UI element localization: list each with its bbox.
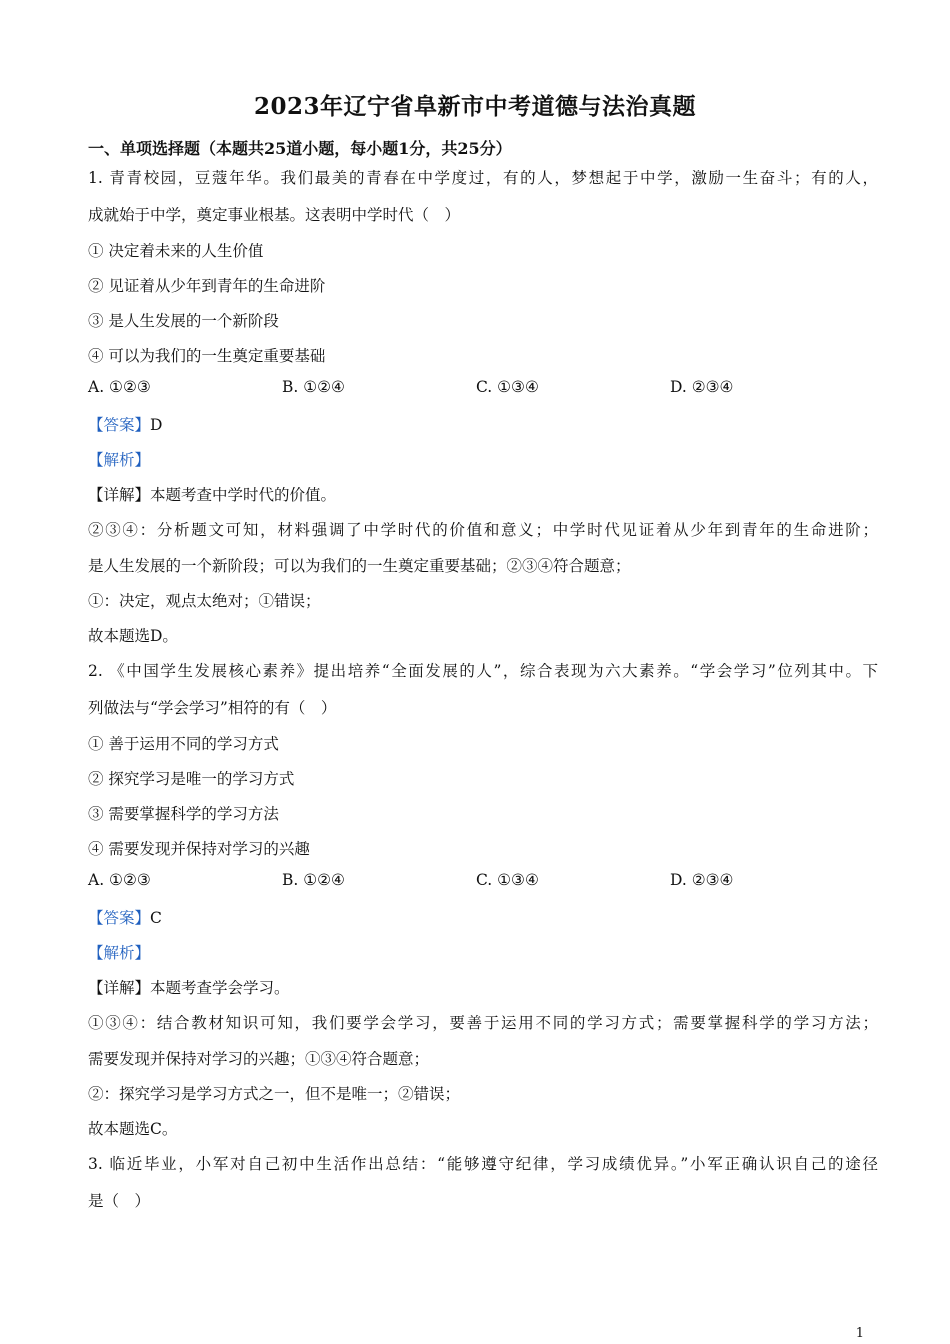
q1-detail-line5: 故本题选D。 — [88, 627, 178, 645]
q2-answer — [88, 906, 878, 928]
q2-stem-line1: 2. 《中国学生发展核心素养》提出培养“全面发展的人”，综合表现为六大素养。“学会学习”位列其中。下 — [88, 662, 878, 680]
q2-answer-value: C — [150, 909, 162, 927]
page-title: 2023年辽宁省阜新市中考道德与法治真题 — [253, 93, 696, 120]
q2-analysis-label: 【解析】 — [88, 944, 151, 962]
q1-option-d: D. ②③④ — [670, 378, 734, 396]
page-number: 1 — [855, 1326, 864, 1341]
q1-analysis-label: 【解析】 — [88, 451, 151, 469]
q1-item-2: ② 见证着从少年到青年的生命进阶 — [88, 277, 326, 295]
q1-item-4: ④ 可以为我们的一生奠定重要基础 — [88, 347, 326, 365]
q1-answer-label: 【答案】 — [88, 416, 151, 434]
q2-item-3: ③ 需要掌握科学的学习方法 — [88, 805, 279, 823]
q1-detail-line1: 【详解】本题考查中学时代的价值。 — [88, 486, 337, 504]
section-heading: 一、单项选择题（本题共25道小题，每小题1分，共25分） — [88, 139, 512, 158]
q3-stem-line2: 是（ ） — [88, 1192, 151, 1210]
q2-options — [88, 871, 878, 893]
q1-option-a: A. ①②③ — [88, 378, 151, 396]
q2-detail-line4: ②：探究学习是学习方式之一，但不是唯一；②错误； — [88, 1085, 461, 1103]
q2-option-d: D. ②③④ — [670, 871, 734, 889]
q2-option-c: C. ①③④ — [476, 871, 539, 889]
q1-stem-line2: 成就始于中学，奠定事业根基。这表明中学时代（ ） — [88, 206, 461, 224]
q1-detail-line2: ②③④：分析题文可知，材料强调了中学时代的价值和意义；中学时代见证着从少年到青年的生命进阶； — [88, 521, 878, 539]
q1-option-b: B. ①②④ — [282, 378, 345, 396]
q3-stem-line1: 3. 临近毕业，小军对自己初中生活作出总结：“能够遵守纪律，学习成绩优异。”小军正确认识自己的途径 — [88, 1155, 878, 1173]
q2-item-2: ② 探究学习是唯一的学习方式 — [88, 770, 295, 788]
q1-options — [88, 378, 878, 400]
q2-detail-line2: ①③④：结合教材知识可知，我们要学会学习，要善于运用不同的学习方式；需要掌握科学的学习方法； — [88, 1014, 878, 1032]
q2-answer-label: 【答案】 — [88, 909, 151, 927]
q1-option-c: C. ①③④ — [476, 378, 539, 396]
q2-option-b: B. ①②④ — [282, 871, 345, 889]
q1-answer — [88, 413, 878, 435]
q1-detail-line3: 是人生发展的一个新阶段；可以为我们的一生奠定重要基础；②③④符合题意； — [88, 557, 631, 575]
q2-option-a: A. ①②③ — [88, 871, 151, 889]
q1-item-1: ① 决定着未来的人生价值 — [88, 242, 264, 260]
q1-item-3: ③ 是人生发展的一个新阶段 — [88, 312, 279, 330]
q1-detail-line4: ①：决定，观点太绝对；①错误； — [88, 592, 321, 610]
q2-item-4: ④ 需要发现并保持对学习的兴趣 — [88, 840, 310, 858]
q2-stem-line2: 列做法与“学会学习”相符的有（ ） — [88, 699, 337, 717]
q2-detail-line3: 需要发现并保持对学习的兴趣；①③④符合题意； — [88, 1050, 430, 1068]
q1-stem-line1: 1. 青青校园，豆蔻年华。我们最美的青春在中学度过，有的人，梦想起于中学，激励一生奋斗；有的人， — [88, 169, 878, 187]
q1-answer-value: D — [150, 416, 163, 434]
q2-detail-line5: 故本题选C。 — [88, 1120, 178, 1138]
q2-item-1: ① 善于运用不同的学习方式 — [88, 735, 279, 753]
q2-detail-line1: 【详解】本题考查学会学习。 — [88, 979, 290, 997]
